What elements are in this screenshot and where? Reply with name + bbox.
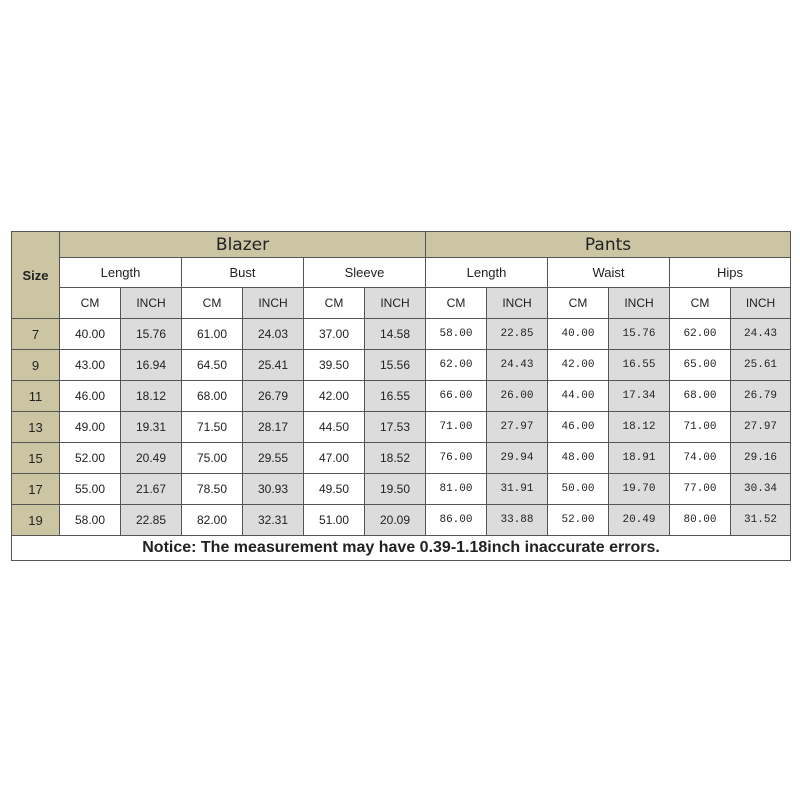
cm-value-cell: 44.50 — [304, 412, 365, 443]
measure-header-row — [12, 258, 791, 288]
inch-value-cell: 18.12 — [121, 381, 182, 412]
inch-value-cell: 26.79 — [731, 381, 791, 412]
table-row — [12, 350, 791, 381]
size-chart-body — [12, 319, 791, 536]
inch-value-cell: 33.88 — [487, 505, 548, 536]
inch-value-cell: 30.34 — [731, 474, 791, 505]
inch-value-cell: 19.70 — [609, 474, 670, 505]
size-cell: 7 — [12, 319, 60, 350]
measure-header-blazer-sleeve: Sleeve — [304, 258, 426, 288]
inch-value-cell: 25.61 — [731, 350, 791, 381]
inch-value-cell: 27.97 — [487, 412, 548, 443]
cm-value-cell: 68.00 — [670, 381, 731, 412]
inch-value-cell: 29.94 — [487, 443, 548, 474]
inch-value-cell: 17.53 — [365, 412, 426, 443]
group-header-blazer: Blazer — [60, 232, 426, 258]
inch-value-cell: 21.67 — [121, 474, 182, 505]
unit-header-cm: CM — [670, 288, 731, 319]
cm-value-cell: 65.00 — [670, 350, 731, 381]
cm-value-cell: 46.00 — [548, 412, 609, 443]
measure-header-pants-length: Length — [426, 258, 548, 288]
cm-value-cell: 66.00 — [426, 381, 487, 412]
unit-header-inch: INCH — [243, 288, 304, 319]
cm-value-cell: 42.00 — [548, 350, 609, 381]
cm-value-cell: 61.00 — [182, 319, 243, 350]
inch-value-cell: 26.79 — [243, 381, 304, 412]
cm-value-cell: 77.00 — [670, 474, 731, 505]
inch-value-cell: 28.17 — [243, 412, 304, 443]
cm-value-cell: 48.00 — [548, 443, 609, 474]
inch-value-cell: 15.76 — [609, 319, 670, 350]
inch-value-cell: 16.94 — [121, 350, 182, 381]
cm-value-cell: 76.00 — [426, 443, 487, 474]
size-cell: 13 — [12, 412, 60, 443]
cm-value-cell: 71.50 — [182, 412, 243, 443]
cm-value-cell: 47.00 — [304, 443, 365, 474]
inch-value-cell: 29.16 — [731, 443, 791, 474]
size-cell: 19 — [12, 505, 60, 536]
cm-value-cell: 52.00 — [548, 505, 609, 536]
unit-header-cm: CM — [304, 288, 365, 319]
inch-value-cell: 18.91 — [609, 443, 670, 474]
notice-row — [12, 536, 791, 561]
inch-value-cell: 19.31 — [121, 412, 182, 443]
group-header-row — [12, 232, 791, 258]
inch-value-cell: 27.97 — [731, 412, 791, 443]
inch-value-cell: 20.49 — [121, 443, 182, 474]
cm-value-cell: 62.00 — [426, 350, 487, 381]
inch-value-cell: 16.55 — [609, 350, 670, 381]
cm-value-cell: 78.50 — [182, 474, 243, 505]
cm-value-cell: 46.00 — [60, 381, 121, 412]
cm-value-cell: 58.00 — [426, 319, 487, 350]
measure-header-blazer-length: Length — [60, 258, 182, 288]
inch-value-cell: 31.91 — [487, 474, 548, 505]
unit-header-inch: INCH — [121, 288, 182, 319]
group-header-pants: Pants — [426, 232, 791, 258]
size-cell: 9 — [12, 350, 60, 381]
table-row — [12, 505, 791, 536]
cm-value-cell: 39.50 — [304, 350, 365, 381]
cm-value-cell: 52.00 — [60, 443, 121, 474]
cm-value-cell: 58.00 — [60, 505, 121, 536]
measure-header-pants-hips: Hips — [670, 258, 791, 288]
inch-value-cell: 26.00 — [487, 381, 548, 412]
size-cell: 15 — [12, 443, 60, 474]
cm-value-cell: 37.00 — [304, 319, 365, 350]
cm-value-cell: 62.00 — [670, 319, 731, 350]
inch-value-cell: 31.52 — [731, 505, 791, 536]
cm-value-cell: 81.00 — [426, 474, 487, 505]
cm-value-cell: 80.00 — [670, 505, 731, 536]
inch-value-cell: 18.12 — [609, 412, 670, 443]
table-row — [12, 381, 791, 412]
cm-value-cell: 74.00 — [670, 443, 731, 474]
cm-value-cell: 75.00 — [182, 443, 243, 474]
size-chart-table — [11, 231, 791, 561]
size-cell: 17 — [12, 474, 60, 505]
size-chart — [11, 231, 790, 561]
unit-header-cm: CM — [548, 288, 609, 319]
inch-value-cell: 24.43 — [487, 350, 548, 381]
inch-value-cell: 17.34 — [609, 381, 670, 412]
table-row — [12, 412, 791, 443]
cm-value-cell: 71.00 — [426, 412, 487, 443]
inch-value-cell: 25.41 — [243, 350, 304, 381]
table-row — [12, 474, 791, 505]
inch-value-cell: 30.93 — [243, 474, 304, 505]
cm-value-cell: 44.00 — [548, 381, 609, 412]
inch-value-cell: 22.85 — [487, 319, 548, 350]
cm-value-cell: 40.00 — [548, 319, 609, 350]
inch-value-cell: 32.31 — [243, 505, 304, 536]
cm-value-cell: 82.00 — [182, 505, 243, 536]
inch-value-cell: 18.52 — [365, 443, 426, 474]
inch-value-cell: 14.58 — [365, 319, 426, 350]
cm-value-cell: 50.00 — [548, 474, 609, 505]
table-row — [12, 443, 791, 474]
inch-value-cell: 15.56 — [365, 350, 426, 381]
measure-header-blazer-bust: Bust — [182, 258, 304, 288]
unit-header-cm: CM — [426, 288, 487, 319]
unit-header-inch: INCH — [365, 288, 426, 319]
cm-value-cell: 64.50 — [182, 350, 243, 381]
unit-header-row — [12, 288, 791, 319]
inch-value-cell: 20.49 — [609, 505, 670, 536]
cm-value-cell: 68.00 — [182, 381, 243, 412]
inch-value-cell: 29.55 — [243, 443, 304, 474]
notice-text: Notice: The measurement may have 0.39-1.18inch inaccurate errors. — [12, 536, 791, 561]
size-cell: 11 — [12, 381, 60, 412]
inch-value-cell: 24.43 — [731, 319, 791, 350]
cm-value-cell: 55.00 — [60, 474, 121, 505]
size-column-header: Size — [12, 232, 60, 319]
inch-value-cell: 16.55 — [365, 381, 426, 412]
measure-header-pants-waist: Waist — [548, 258, 670, 288]
cm-value-cell: 42.00 — [304, 381, 365, 412]
cm-value-cell: 71.00 — [670, 412, 731, 443]
cm-value-cell: 49.00 — [60, 412, 121, 443]
table-row — [12, 319, 791, 350]
unit-header-inch: INCH — [731, 288, 791, 319]
cm-value-cell: 40.00 — [60, 319, 121, 350]
unit-header-cm: CM — [182, 288, 243, 319]
cm-value-cell: 86.00 — [426, 505, 487, 536]
unit-header-inch: INCH — [487, 288, 548, 319]
unit-header-cm: CM — [60, 288, 121, 319]
cm-value-cell: 43.00 — [60, 350, 121, 381]
inch-value-cell: 24.03 — [243, 319, 304, 350]
cm-value-cell: 51.00 — [304, 505, 365, 536]
cm-value-cell: 49.50 — [304, 474, 365, 505]
inch-value-cell: 22.85 — [121, 505, 182, 536]
inch-value-cell: 15.76 — [121, 319, 182, 350]
unit-header-inch: INCH — [609, 288, 670, 319]
inch-value-cell: 19.50 — [365, 474, 426, 505]
inch-value-cell: 20.09 — [365, 505, 426, 536]
